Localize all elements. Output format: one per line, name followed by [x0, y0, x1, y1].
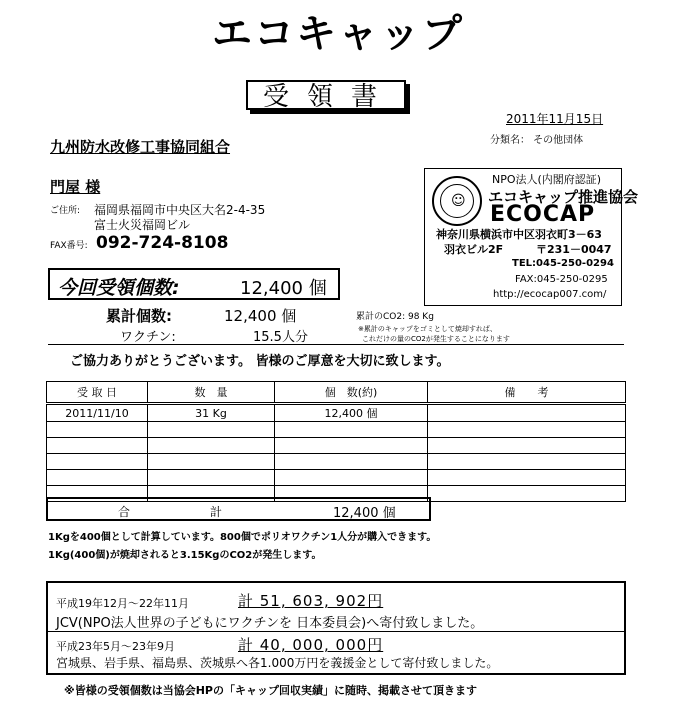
table-cell [275, 438, 428, 454]
address-label: ご住所: [50, 206, 81, 216]
table-row [47, 438, 626, 454]
donation-divider [48, 631, 624, 632]
received-count-label: 今回受領個数: [58, 277, 180, 299]
total-label-2: 計 [210, 505, 223, 519]
thanks-message: ご協力ありがとうございます。 皆様のご厚意を大切に致します。 [70, 354, 450, 369]
receipt-table [46, 381, 626, 502]
donation-1-text: JCV(NPO法人世界の子どもにワクチンを 日本委員会)へ寄付致しました。 [56, 616, 484, 631]
vaccine-value: 15.5人分 [253, 330, 308, 345]
table-cell [428, 470, 626, 486]
table-header-row [47, 382, 626, 404]
address-line-1: 福岡県福岡市中央区大名2-4-35 [94, 203, 266, 217]
issuer-name: エコキャップ推進協会 [488, 188, 639, 206]
column-header-quantity: 数 量 [148, 382, 275, 404]
table-cell [275, 454, 428, 470]
received-count-value: 12,400 個 [240, 278, 327, 299]
document-title: 受領書 [246, 80, 406, 110]
total-label-1: 合 [118, 505, 131, 519]
co2-total: 累計のCO2: 98 Kg [356, 312, 434, 322]
calculation-note-1: 1Kgを400個として計算しています。800個でポリオワクチン1人分が購入できます。 [48, 532, 437, 543]
divider [48, 344, 624, 345]
donation-2-period: 平成23年5月～23年9月 [56, 640, 175, 653]
table-cell [47, 454, 148, 470]
table-cell: 12,400 個 [275, 404, 428, 422]
table-cell [428, 438, 626, 454]
table-cell [428, 422, 626, 438]
table-cell [148, 470, 275, 486]
co2-note-line-2: これだけの量のCO2が発生することになります [362, 335, 510, 343]
table-cell [428, 454, 626, 470]
column-header-count: 個 数(約) [275, 382, 428, 404]
footer-note: ※皆様の受領個数は当協会HPの「キャップ回収実績」に随時、掲載させて頂きます [64, 684, 477, 697]
donation-1-amount: 計 51, 603, 902円 [238, 592, 384, 610]
donation-2-amount: 計 40, 000, 000円 [238, 636, 384, 654]
donation-2-text: 宮城県、岩手県、福島県、茨城県へ各1.000万円を義援金として寄付致しました。 [56, 656, 499, 670]
fax-number: 092-724-8108 [96, 233, 229, 253]
table-cell [148, 438, 275, 454]
table-cell [275, 470, 428, 486]
address-line-2: 富士火災福岡ビル [94, 218, 191, 232]
calculation-note-2: 1Kg(400個)が焼却されると3.15KgのCO2が発生します。 [48, 550, 322, 561]
table-cell [275, 422, 428, 438]
column-header-notes: 備 考 [428, 382, 626, 404]
table-cell [47, 422, 148, 438]
fax-label: FAX番号: [50, 241, 88, 251]
co2-note-line-1: ※累計のキャップをゴミとして焼却すれば、 [358, 325, 497, 333]
issuer-logo: ECOCAP [490, 202, 596, 227]
issuer-zip: 〒231－0047 [536, 243, 612, 256]
vaccine-label: ワクチン: [120, 330, 176, 345]
brand-title: エコキャップ [212, 11, 464, 57]
table-row [47, 404, 626, 422]
issuer-npo-label: NPO法人(内閣府認証) [492, 173, 602, 186]
issuer-fax: FAX:045-250-0295 [515, 274, 608, 285]
issue-date: 2011年11月15日 [506, 112, 604, 126]
table-cell: 31 Kg [148, 404, 275, 422]
seal-face-icon: ☺ [451, 193, 466, 209]
table-cell [428, 486, 626, 502]
issuer-address: 神奈川県横浜市中区羽衣町3－63 [436, 228, 602, 241]
table-cell [47, 470, 148, 486]
table-cell [47, 438, 148, 454]
donation-1-period: 平成19年12月～22年11月 [56, 597, 189, 610]
category-label: 分類名： その他団体 [490, 135, 584, 146]
table-cell [148, 422, 275, 438]
recipient-organization: 九州防水改修工事協同組合 [50, 138, 231, 156]
total-value: 12,400 個 [333, 506, 396, 521]
issuer-building: 羽衣ビル2F [444, 243, 504, 256]
table-cell: 2011/11/10 [47, 404, 148, 422]
table-cell [428, 404, 626, 422]
issuer-tel: TEL:045-250-0294 [512, 258, 614, 269]
cumulative-count-value: 12,400 個 [224, 307, 297, 325]
recipient-name: 門屋 様 [50, 178, 101, 196]
cumulative-count-label: 累計個数: [106, 307, 172, 325]
table-row [47, 454, 626, 470]
issuer-url: http://ecocap007.com/ [493, 289, 607, 300]
column-header-date: 受 取 日 [47, 382, 148, 404]
table-cell [148, 454, 275, 470]
table-row [47, 422, 626, 438]
table-row [47, 470, 626, 486]
